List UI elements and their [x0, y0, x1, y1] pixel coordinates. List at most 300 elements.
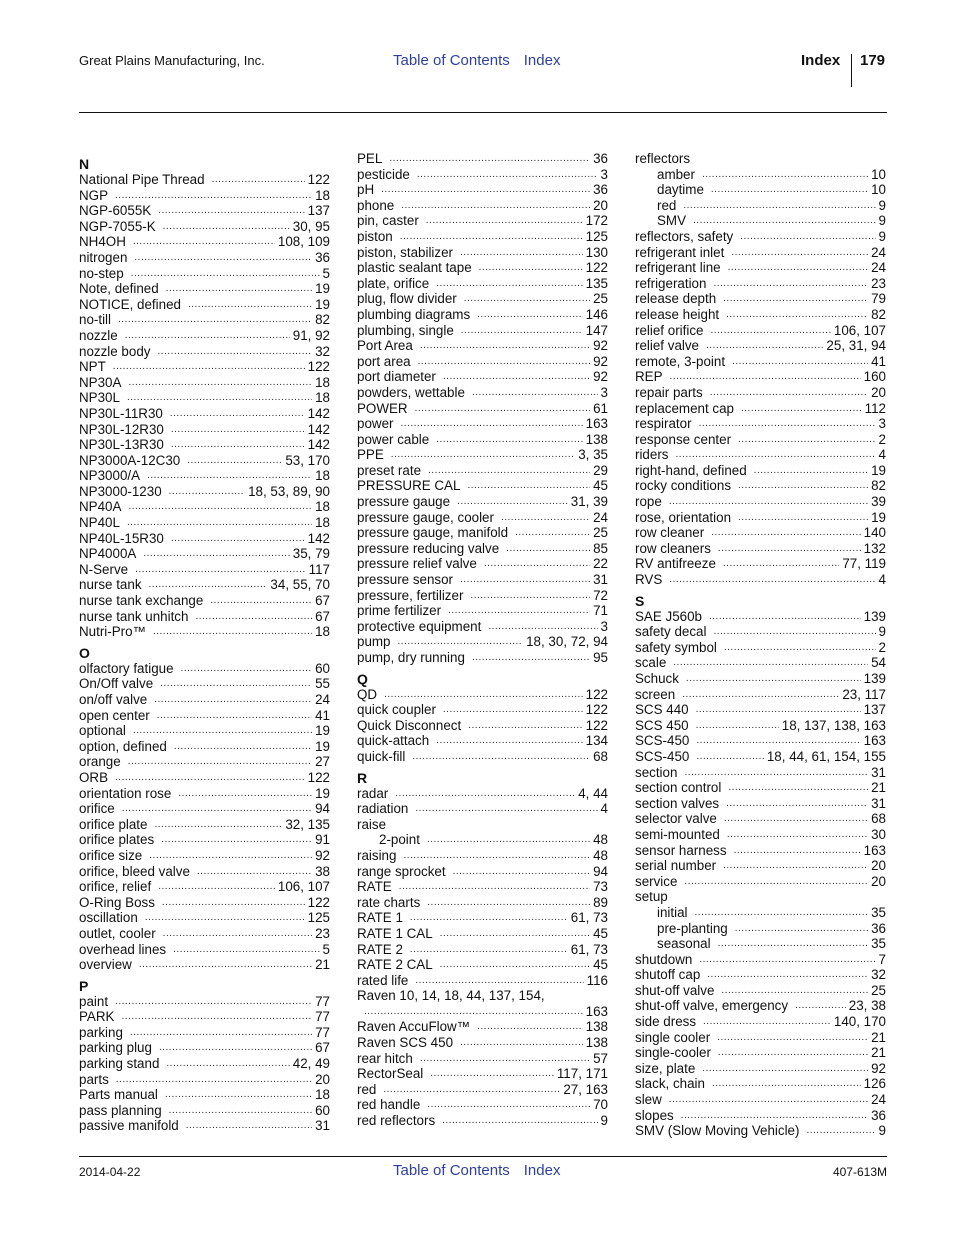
index-term: range sprocket [357, 863, 446, 879]
page-reference[interactable]: 45 [593, 478, 608, 494]
page-reference[interactable]: 122 [307, 172, 330, 187]
page-reference[interactable]: 21 [871, 1029, 886, 1045]
page-reference[interactable]: 77, 119 [842, 556, 886, 572]
page-reference[interactable]: 3 [878, 416, 886, 432]
page-reference[interactable]: 18 [315, 499, 330, 515]
page-reference[interactable]: 25 [593, 291, 608, 307]
index-term: plumbing diagrams [357, 306, 471, 322]
page-reference[interactable]: 9 [878, 624, 886, 640]
index-entry [357, 541, 608, 557]
index-entry [79, 879, 330, 895]
index-term: Note, defined [79, 281, 159, 297]
index-term: orientation rose [79, 785, 172, 801]
dot-leader [418, 354, 590, 370]
page-reference[interactable]: 48 [593, 847, 608, 863]
page-reference[interactable]: 125 [585, 228, 608, 244]
index-entry [79, 344, 330, 360]
index-subentry [635, 198, 886, 214]
dot-leader [515, 525, 590, 541]
page-reference[interactable]: 89 [593, 894, 608, 910]
index-entry [79, 817, 330, 833]
section-title: Index [801, 52, 841, 69]
page-reference[interactable]: 32 [871, 967, 886, 983]
page-reference[interactable]: 31 [593, 572, 608, 588]
dot-leader [484, 556, 590, 572]
page-reference[interactable]: 4, 44 [578, 785, 608, 801]
dot-leader [669, 572, 875, 588]
page-reference[interactable]: 82 [871, 306, 886, 322]
index-term: seasonal [657, 936, 711, 952]
index-entry [635, 541, 886, 557]
index-term: orifice, relief [79, 879, 152, 895]
page-reference[interactable]: 27 [315, 754, 330, 770]
dot-leader [166, 281, 312, 297]
page-reference[interactable]: 36 [593, 151, 608, 166]
dot-leader [717, 1030, 868, 1046]
page-reference[interactable]: 122 [585, 260, 608, 276]
page-reference[interactable]: 82 [871, 478, 886, 494]
page-reference[interactable]: 94 [315, 801, 330, 817]
index-entry [79, 437, 330, 453]
index-entry [635, 229, 886, 245]
page-reference[interactable]: 9 [878, 197, 886, 213]
page-reference[interactable]: 5 [322, 941, 330, 957]
page-reference[interactable]: 4 [878, 447, 886, 463]
page-reference[interactable]: 91, 92 [292, 327, 330, 343]
index-term: nurse tank exchange [79, 593, 204, 609]
table-of-contents-link[interactable]: Table of Contents [393, 52, 510, 69]
page-reference[interactable]: 61 [593, 400, 608, 416]
page-reference[interactable]: 85 [593, 540, 608, 556]
dot-leader [436, 733, 582, 749]
header-rule [79, 112, 887, 113]
page-reference[interactable]: 132 [863, 540, 886, 556]
page-reference[interactable]: 163 [863, 842, 886, 858]
page-reference[interactable]: 34, 55, 70 [270, 577, 330, 593]
index-term: pressure sensor [357, 572, 454, 588]
dot-leader [174, 739, 312, 755]
page-reference[interactable]: 19 [315, 723, 330, 739]
page-reference[interactable]: 31, 39 [570, 494, 608, 510]
dot-leader [154, 817, 282, 833]
page-reference[interactable]: 142 [307, 437, 330, 453]
page-reference[interactable]: 9 [878, 213, 886, 229]
page-reference[interactable]: 73 [593, 879, 608, 895]
page-reference[interactable]: 30, 95 [292, 218, 330, 234]
page-reference[interactable]: 71 [593, 603, 608, 619]
page-reference[interactable]: 18 [315, 1087, 330, 1103]
page-reference[interactable]: 24 [871, 260, 886, 276]
index-entry [635, 796, 886, 812]
page-reference[interactable]: 3 [600, 384, 608, 400]
index-entry [79, 1072, 330, 1088]
page-reference[interactable]: 138 [585, 1019, 608, 1035]
index-term: PRESSURE CAL [357, 478, 461, 494]
index-entry [357, 556, 608, 572]
page-reference[interactable]: 19 [315, 296, 330, 312]
index-term: amber [657, 166, 695, 182]
page-reference[interactable]: 20 [871, 384, 886, 400]
page-reference[interactable]: 9 [600, 1113, 608, 1129]
page-reference[interactable]: 18 [315, 515, 330, 531]
footer-rule [79, 1156, 887, 1157]
page-reference[interactable]: 95 [593, 650, 608, 665]
page-reference[interactable]: 23 [871, 275, 886, 291]
dot-leader [681, 1108, 868, 1124]
page-reference[interactable]: 41 [871, 353, 886, 369]
page-reference[interactable]: 72 [593, 587, 608, 603]
index-term: rated life [357, 972, 409, 988]
page-reference[interactable]: 60 [315, 660, 330, 676]
page-reference[interactable]: 35 [871, 904, 886, 920]
page-reference[interactable]: 70 [593, 1097, 608, 1113]
page-reference[interactable]: 61, 73 [570, 910, 608, 926]
page-reference[interactable]: 122 [585, 686, 608, 702]
index-term: O-Ring Boss [79, 894, 155, 910]
page-reference[interactable]: 18, 53, 89, 90 [248, 483, 330, 499]
page-reference[interactable]: 106, 107 [277, 879, 330, 895]
page-reference[interactable]: 35, 79 [292, 546, 330, 562]
page-reference[interactable]: 7 [878, 951, 886, 967]
page-reference[interactable]: 45 [593, 925, 608, 941]
page-reference[interactable]: 38 [315, 863, 330, 879]
dot-leader [683, 198, 875, 214]
page-reference[interactable]: 19 [871, 509, 886, 525]
page-reference[interactable]: 60 [315, 1102, 330, 1118]
page-reference[interactable]: 36 [593, 182, 608, 198]
page-number: 179 [860, 52, 886, 69]
page-reference[interactable]: 125 [307, 910, 330, 926]
page-reference[interactable]: 142 [307, 405, 330, 421]
page-reference[interactable]: 122 [307, 894, 330, 910]
index-letter-heading: P [79, 977, 89, 994]
page-reference[interactable]: 77 [315, 993, 330, 1009]
page-reference[interactable]: 77 [315, 1009, 330, 1025]
page-reference[interactable]: 116 [586, 972, 608, 988]
dot-leader [128, 375, 312, 391]
dot-leader [158, 879, 275, 895]
page-reference[interactable]: 122 [307, 359, 330, 375]
page-reference[interactable]: 42, 49 [292, 1056, 330, 1072]
page-reference[interactable]: 82 [315, 312, 330, 328]
index-entry [357, 323, 608, 339]
index-term: option, defined [79, 738, 167, 754]
page-reference[interactable]: 68 [593, 748, 608, 764]
page-reference[interactable]: 146 [585, 306, 608, 322]
page-reference[interactable]: 140 [863, 525, 886, 541]
index-term: port diameter [357, 369, 436, 385]
page-reference[interactable]: 24 [593, 509, 608, 525]
page-reference[interactable]: 31 [871, 795, 886, 811]
index-entry [635, 369, 886, 385]
page-reference[interactable]: 4 [600, 801, 608, 817]
dot-leader [410, 910, 568, 926]
dot-leader [468, 718, 582, 734]
index-entry [635, 1076, 886, 1092]
page-reference[interactable]: 3 [600, 166, 608, 182]
page-reference[interactable]: 138 [585, 431, 608, 447]
page-reference[interactable]: 20 [871, 873, 886, 889]
page-reference[interactable]: 24 [315, 692, 330, 707]
page-reference[interactable]: 94 [593, 863, 608, 879]
page-reference[interactable]: 23, 117 [842, 686, 886, 702]
page-reference[interactable]: 117 [308, 561, 330, 577]
dot-leader [738, 478, 868, 494]
index-entry [357, 619, 608, 635]
index-term: port area [357, 353, 411, 369]
page-reference[interactable]: 3, 35 [578, 447, 608, 463]
index-link[interactable]: Index [523, 1162, 561, 1179]
dot-leader [113, 359, 305, 375]
page-reference[interactable]: 20 [315, 1071, 330, 1087]
page-reference[interactable]: 61, 73 [570, 941, 608, 957]
dot-leader [398, 634, 524, 650]
page-reference[interactable]: 163 [585, 416, 608, 432]
page-reference[interactable]: 23 [315, 925, 330, 941]
page-reference[interactable]: 135 [585, 275, 608, 291]
dot-leader [696, 733, 860, 749]
page-reference[interactable]: 142 [307, 530, 330, 546]
page-reference[interactable]: 30 [871, 826, 886, 842]
dot-leader [127, 390, 312, 406]
page-reference[interactable]: 36 [315, 249, 330, 265]
index-entry [635, 952, 886, 968]
page-reference[interactable]: 130 [585, 244, 608, 260]
index-subentry [357, 832, 608, 848]
dot-leader [171, 422, 305, 438]
page-reference[interactable]: 32, 135 [285, 816, 330, 832]
index-term: rose, orientation [635, 509, 732, 525]
index-entry [357, 650, 608, 666]
page-reference[interactable]: 25 [871, 982, 886, 998]
page-reference[interactable]: 5 [322, 265, 330, 281]
page-reference[interactable]: 108, 109 [277, 234, 330, 250]
dot-leader [166, 1056, 289, 1072]
index-entry [79, 453, 330, 469]
page-reference[interactable]: 122 [585, 702, 608, 718]
page-reference[interactable]: 18, 30, 72, 94 [526, 634, 608, 650]
index-term: overview [79, 957, 132, 973]
page-reference[interactable]: 172 [585, 213, 608, 229]
page-reference[interactable]: 142 [307, 421, 330, 437]
index-entry [357, 291, 608, 307]
dot-leader [210, 593, 312, 609]
page-reference[interactable]: 117, 171 [556, 1066, 608, 1082]
index-entry [357, 895, 608, 911]
page-reference[interactable]: 29 [593, 462, 608, 478]
page-reference[interactable]: 79 [871, 291, 886, 307]
index-term: relief valve [635, 338, 700, 354]
page-reference[interactable]: 2 [878, 639, 886, 655]
page-reference[interactable]: 31 [315, 1118, 330, 1134]
page-reference[interactable]: 67 [315, 593, 330, 609]
page-reference[interactable]: 68 [871, 811, 886, 827]
page-reference[interactable]: 41 [315, 707, 330, 723]
page-reference[interactable]: 140, 170 [833, 1014, 886, 1030]
page-reference[interactable]: 137 [863, 702, 886, 718]
index-entry [357, 957, 608, 973]
page-reference[interactable]: 53, 170 [285, 452, 330, 468]
page-reference[interactable]: 18 [315, 374, 330, 390]
index-term: safety decal [635, 624, 707, 640]
page-reference[interactable]: 25, 31, 94 [826, 338, 886, 354]
page-reference[interactable]: 92 [593, 369, 608, 385]
index-term: NP40L [79, 515, 120, 531]
page-reference[interactable]: 20 [593, 197, 608, 213]
index-term: overhead lines [79, 941, 167, 957]
dot-leader [399, 879, 590, 895]
page-reference[interactable]: 18 [315, 624, 330, 640]
dot-leader [712, 1076, 861, 1092]
index-entry [79, 1103, 330, 1119]
page-reference[interactable]: 36 [871, 920, 886, 936]
index-term: red [357, 1081, 377, 1097]
page-reference[interactable]: 18 [315, 468, 330, 484]
page-reference[interactable]: 32 [315, 343, 330, 359]
index-entry [635, 401, 886, 417]
dot-leader [702, 167, 868, 183]
page-reference[interactable]: 163 [585, 1003, 608, 1019]
page-reference[interactable]: 4 [878, 572, 886, 588]
page-reference[interactable]: 10 [871, 182, 886, 198]
dot-leader [723, 291, 868, 307]
index-term: NP40L-15R30 [79, 530, 164, 546]
page-reference[interactable]: 147 [585, 322, 608, 338]
index-term: open center [79, 707, 150, 723]
index-entry [79, 250, 330, 266]
index-term: radar [357, 785, 389, 801]
page-reference[interactable]: 137 [307, 203, 330, 219]
page-reference[interactable]: 9 [878, 1123, 886, 1139]
index-subentry [635, 167, 886, 183]
page-reference[interactable]: 31 [871, 764, 886, 780]
page-reference[interactable]: 23, 38 [848, 998, 886, 1014]
page-reference[interactable]: 19 [315, 738, 330, 754]
page-reference[interactable]: 77 [315, 1024, 330, 1040]
page-reference[interactable]: 19 [315, 785, 330, 801]
dot-leader [699, 416, 876, 432]
index-entry [79, 1009, 330, 1025]
page-reference[interactable]: 122 [307, 769, 330, 785]
page-reference[interactable]: 21 [871, 1045, 886, 1061]
dot-leader [696, 718, 779, 734]
index-term: repair parts [635, 384, 703, 400]
index-term: raise [357, 816, 387, 832]
index-term: RectorSeal [357, 1066, 424, 1082]
page-reference[interactable]: 21 [871, 780, 886, 796]
index-entry [635, 609, 886, 625]
dot-leader [711, 182, 868, 198]
page-reference[interactable]: 18, 44, 61, 154, 155 [766, 748, 886, 764]
page-reference[interactable]: 20 [871, 858, 886, 874]
page-reference[interactable]: 35 [871, 936, 886, 952]
page-reference[interactable]: 126 [863, 1076, 886, 1092]
page-reference[interactable]: 18, 137, 138, 163 [781, 717, 886, 733]
page-reference[interactable]: 57 [593, 1050, 608, 1066]
index-entry [79, 864, 330, 880]
page-reference[interactable]: 134 [585, 733, 608, 749]
index-term: On/Off valve [79, 676, 154, 692]
page-reference[interactable]: 55 [315, 676, 330, 692]
dot-leader [696, 702, 861, 718]
page-reference[interactable]: 19 [315, 281, 330, 297]
page-reference[interactable]: 112 [864, 400, 886, 416]
page-reference[interactable]: 91 [315, 832, 330, 848]
index-term: Raven AccuFlow™ [357, 1019, 471, 1035]
page-reference[interactable]: 160 [863, 369, 886, 385]
dot-leader [735, 921, 868, 937]
index-letter-heading: R [357, 769, 368, 786]
dot-leader [734, 843, 861, 859]
page-reference[interactable]: 19 [871, 462, 886, 478]
page-reference[interactable]: 36 [871, 1107, 886, 1123]
index-entry [357, 338, 608, 354]
index-entry [79, 661, 330, 677]
dot-leader [410, 942, 568, 958]
dot-leader [400, 416, 582, 432]
index-entry [79, 942, 330, 958]
dot-leader [724, 640, 876, 656]
dot-leader [173, 942, 319, 958]
dot-leader [741, 401, 862, 417]
page-reference[interactable]: 9 [878, 228, 886, 244]
page-reference[interactable]: 122 [585, 717, 608, 733]
index-term: shutdown [635, 951, 693, 967]
page-reference[interactable]: 18 [315, 390, 330, 406]
page-reference[interactable]: 22 [593, 556, 608, 572]
page-reference[interactable]: 48 [593, 832, 608, 848]
page-reference[interactable]: 54 [871, 655, 886, 671]
dot-leader [165, 1087, 312, 1103]
table-of-contents-link[interactable]: Table of Contents [393, 1162, 510, 1179]
page-reference[interactable]: 25 [593, 525, 608, 541]
index-term: NP30L [79, 390, 120, 406]
index-entry [357, 478, 608, 494]
index-term: parking stand [79, 1056, 160, 1072]
page-reference[interactable]: 45 [593, 957, 608, 973]
index-entry [635, 432, 886, 448]
page-reference[interactable]: 106, 107 [833, 322, 886, 338]
page-reference[interactable]: 92 [315, 847, 330, 863]
index-entry [357, 416, 608, 432]
dot-leader [131, 266, 320, 282]
index-link[interactable]: Index [523, 52, 561, 69]
page-reference[interactable]: 27, 163 [563, 1081, 608, 1097]
page-reference[interactable]: 92 [593, 353, 608, 369]
page-reference[interactable]: 10 [871, 166, 886, 182]
page-reference[interactable]: 67 [315, 1040, 330, 1056]
page-reference[interactable]: 67 [315, 608, 330, 624]
index-term: replacement cap [635, 400, 734, 416]
page-reference[interactable]: 138 [585, 1035, 608, 1051]
page-reference[interactable]: 163 [863, 733, 886, 749]
index-term: on/off valve [79, 692, 148, 707]
page-reference[interactable]: 21 [315, 957, 330, 973]
page-reference[interactable]: 139 [863, 671, 886, 686]
page-reference[interactable]: 92 [871, 1060, 886, 1076]
page-reference[interactable]: 139 [863, 608, 886, 624]
page-reference[interactable]: 92 [593, 338, 608, 354]
page-reference[interactable]: 3 [600, 618, 608, 634]
page-reference[interactable]: 18 [315, 187, 330, 203]
index-column-1 [79, 151, 330, 1134]
page-reference[interactable]: 24 [871, 244, 886, 260]
dot-leader [391, 447, 575, 463]
dot-leader [718, 936, 868, 952]
page-reference[interactable]: 24 [871, 1092, 886, 1108]
page-reference[interactable]: 39 [871, 494, 886, 510]
page-reference[interactable]: 2 [878, 431, 886, 447]
